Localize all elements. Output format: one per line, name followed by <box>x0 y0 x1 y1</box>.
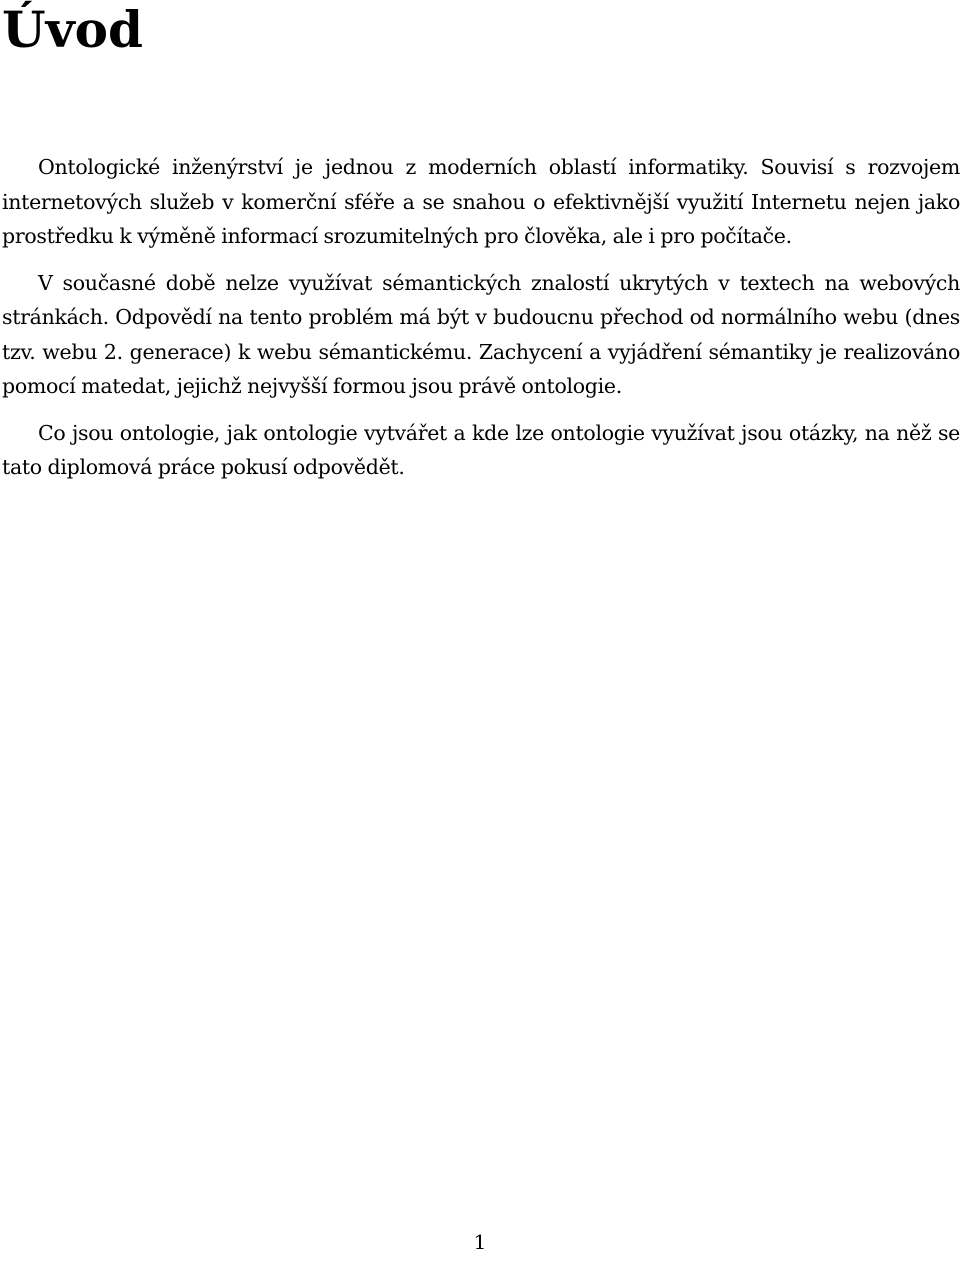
page-number: 1 <box>473 1230 487 1254</box>
paragraph-thesis-goal: Co jsou ontologie, jak ontologie vytvářet a kde lze ontologie využívat jsou otázky, na něž se tato diplomová práce pokusí odpovědět. <box>2 420 960 479</box>
chapter-body <box>2 150 960 497</box>
paragraph-intro: Ontologické inženýrství je jednou z moderních oblastí informatiky. Souvisí s rozvojem internetových služeb v komerční sféře a se snahou o efektivnější využití Internetu nejen jako prostředku k výměně informací srozumitelných pro člověka, ale i pro počítače. <box>2 155 960 248</box>
chapter-title: Úvod <box>2 0 143 59</box>
paragraph-semantic-web: V současné době nelze využívat sémantických znalostí ukrytých v textech na webových stránkách. Odpovědí na tento problém má být v budoucnu přechod od normálního webu (dnes tzv. webu 2. generace) k webu sémantickému. Zachycení a vyjádření sémantiky je realizováno pomocí matedat, jejichž nejvyšší formou jsou právě ontologie. <box>2 270 960 398</box>
